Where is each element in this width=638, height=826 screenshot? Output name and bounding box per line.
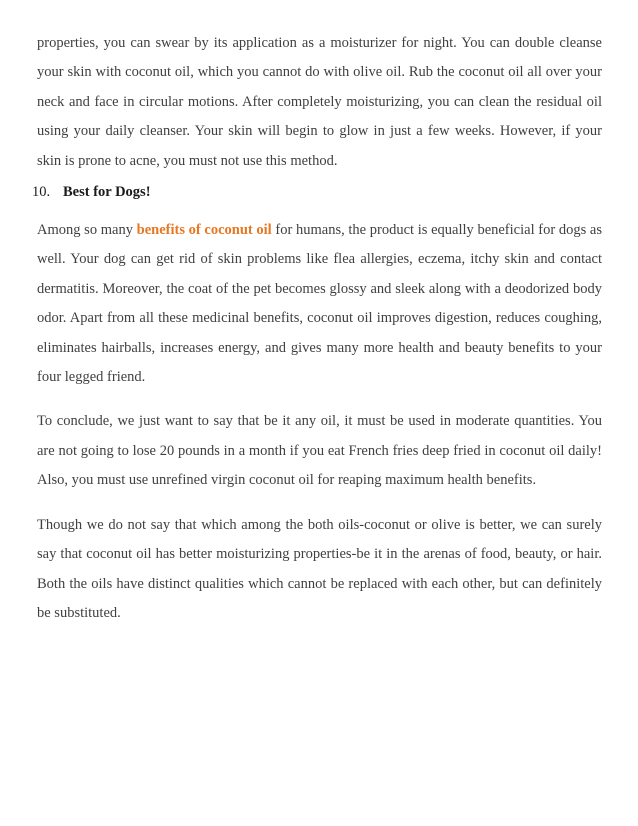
heading-title: Best for Dogs! (63, 184, 151, 201)
list-number: 10. (32, 184, 51, 201)
paragraph-dogs-rest: for humans, the product is equally beneficial for dogs as well. Your dog can get rid of skin problems like flea allergies, eczema, itchy skin and contact dermatitis. Moreover, the coat of the pet becomes glossy and sleek along with a deodorized body odor. Apart from all these medicinal benefits, coconut oil improves digestion, reduces coughing, eliminates hairballs, increases energy, and gives many more health and beauty benefits to your four legged friend. (37, 222, 602, 386)
benefits-of-coconut-oil-link[interactable]: benefits of coconut oil (136, 222, 272, 239)
paragraph-conclusion: To conclude, we just want to say that be it any oil, it must be used in moderate quantities. You are not going to lose 20 pounds in a month if you eat French fries deep fried in coconut oil daily! Also, you must use unrefined virgin coconut oil for reaping maximum health benefits. (37, 413, 602, 489)
paragraph-comparison: Though we do not say that which among the both oils-coconut or olive is better, we can surely say that coconut oil has better moisturizing properties-be it in the arenas of food, beauty, or hair. Both the oils have distinct qualities which cannot be replaced with each other, but can definitely be substituted. (37, 516, 602, 621)
paragraph-dogs (37, 216, 602, 392)
section-heading (32, 182, 602, 202)
paragraph-dogs-intro: Among so many (37, 222, 137, 239)
paragraph-skin-moisturizer: properties, you can swear by its application as a moisturizer for night. You can double cleanse your skin with coconut oil, which you cannot do with olive oil. Rub the coconut oil all over your neck and face in circular motions. After completely moisturizing, you can clean the residual oil using your daily cleanser. Your skin will begin to glow in just a few weeks. However, if your skin is prone to acne, you must not use this method. (37, 35, 602, 169)
article-body (32, 29, 602, 628)
